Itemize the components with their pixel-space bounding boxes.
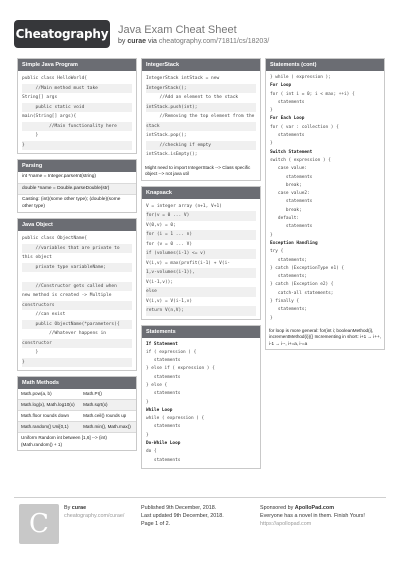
parsing-row: Casting: (int)(some other type); (double)(some other type) <box>22 197 121 209</box>
code-line: for (i = 1 ... n) <box>146 230 256 240</box>
section-title: Statements <box>142 326 260 338</box>
code-line: } <box>22 358 132 368</box>
table-row <box>18 411 136 422</box>
table-cell: Math.sqrt(x) <box>80 400 136 411</box>
byline-author-link[interactable]: curae <box>127 38 147 45</box>
code-line: public class ObjectName{ <box>22 236 88 241</box>
parsing-row: double *name = Double.parseDouble(str) <box>18 184 136 196</box>
section-knapsack <box>141 186 261 320</box>
code-line: //can exist <box>22 312 66 317</box>
code-line: IntegerStack(); <box>146 84 256 94</box>
code-line: } else if ( expression ) { <box>146 366 215 372</box>
code-line: public class HelloWorld{ <box>22 76 88 81</box>
avatar-letter: C <box>29 509 49 539</box>
code-line: } <box>270 108 273 114</box>
code-line: public ObjectName(*parameters){ <box>22 320 132 330</box>
code-line: catch-all statements; <box>270 290 334 296</box>
code-line: try { <box>270 249 284 255</box>
code-line: intStack.push(int); <box>146 103 256 113</box>
code-line: } catch (Exception e2) { <box>270 282 334 288</box>
code-line: //Add an element to the stack <box>146 95 239 100</box>
table-cell: Math.pow(a, b) <box>18 389 80 400</box>
statements-note: for loop is more general: for(int i; booleanMethod(i), incrementMethod(i)){} Incrementing in short: i+1 → i++, i-1 → i--, i+=a, i-=a <box>269 327 381 346</box>
table-cell: Math.log(x), Math.log10(x) <box>18 400 80 411</box>
code-line: do { <box>146 449 157 455</box>
code-line: default: <box>270 216 300 222</box>
sponsor-url[interactable]: https://apollopad.com <box>260 521 312 527</box>
code-line: if (volumes(i-1) <= v) <box>146 249 256 259</box>
footer-author-url[interactable]: cheatography.com/curae/ <box>64 513 125 519</box>
code-line: break; <box>270 182 302 188</box>
code-line: //Main functionality here <box>22 122 132 132</box>
code-line: } <box>146 432 149 438</box>
code-line: for (v = 0 ... V) <box>146 241 193 247</box>
code-line: while ( expression ) { <box>146 416 205 422</box>
code-line: } <box>22 141 132 151</box>
cheatography-logo[interactable] <box>14 20 110 48</box>
statement-heading: While Loop <box>146 407 173 413</box>
code-line: statements <box>146 457 181 463</box>
code-line <box>22 272 132 282</box>
section-title: Parsing <box>18 160 136 172</box>
code-line: else <box>146 287 256 297</box>
integer-stack-note: Might need to import IntegerStack --> Class specific object --> not java util <box>145 164 251 176</box>
math-methods-table <box>18 389 136 433</box>
footer-author <box>64 504 124 520</box>
code-block <box>142 71 260 163</box>
code-line: //Main method must take <box>22 84 132 94</box>
code-line: } <box>270 315 273 321</box>
code-block <box>18 71 136 153</box>
section-title: IntegerStack <box>142 59 260 71</box>
code-line: } <box>146 399 149 405</box>
code-line: statements; <box>270 257 308 263</box>
code-line: intStack.pop(); <box>146 133 187 138</box>
code-line: } catch (ExceptionType e1) { <box>270 265 345 271</box>
section-title: Knapsack <box>142 187 260 199</box>
table-cell: Math.min(), Math.max() <box>80 422 136 433</box>
code-line: stack <box>146 122 256 132</box>
code-line: //Constructor gets called when <box>22 282 132 292</box>
code-line: V = integer array (n+1, V+1) <box>146 203 222 209</box>
code-line: main(String[] args){ <box>22 114 77 119</box>
code-line: statements <box>146 391 181 397</box>
section-title: Math Methods <box>18 377 136 389</box>
section-title: Simple Java Program <box>18 59 136 71</box>
byline-via: via <box>148 38 157 45</box>
section-title: Java Object <box>18 219 136 231</box>
code-line: statements <box>270 199 313 205</box>
code-line: for ( var : collection ) { <box>270 124 339 130</box>
footer-author-link[interactable]: curae <box>71 505 87 511</box>
by-label: By <box>64 505 71 511</box>
byline-url-link[interactable]: cheatography.com/71811/cs/18203/ <box>158 38 270 45</box>
code-line: statements; <box>270 274 308 280</box>
footer-dates <box>141 504 224 528</box>
code-line: break; <box>270 207 302 213</box>
footer-sponsor <box>260 504 365 528</box>
section-java-object <box>17 218 137 371</box>
page-title: Java Exam Cheat Sheet <box>118 24 237 36</box>
code-line: } <box>270 141 273 147</box>
code-line: } else { <box>146 382 168 388</box>
code-line: V(0,v) = 0; <box>146 222 176 228</box>
author-avatar[interactable] <box>19 504 59 544</box>
code-line: statements <box>270 174 313 180</box>
code-line: V(i,v) = V(i-1,v) <box>146 298 193 304</box>
code-line: //variables that are private to <box>22 244 132 254</box>
section-simple-java-program <box>17 58 137 154</box>
code-line: statements <box>270 133 305 139</box>
statement-heading: Switch Statement <box>270 149 313 155</box>
column-1 <box>17 58 137 456</box>
table-cell: Math.random() Uni[0,1) <box>18 422 80 433</box>
code-line: } finally { <box>270 299 300 305</box>
code-line: String[] args <box>22 95 58 100</box>
code-line: private type variableName; <box>22 263 132 273</box>
code-line: IntegerStack intStack = new <box>146 76 220 81</box>
code-line: public static void <box>22 103 132 113</box>
statement-heading: Exception Handling <box>270 240 318 246</box>
code-line: } <box>22 350 39 355</box>
sponsor-prefix: Sponsored by <box>260 505 294 511</box>
code-line: } <box>22 133 39 138</box>
code-line: } while ( expression ); <box>270 75 331 80</box>
code-line: for ( int i = 0; i < max; ++i) { <box>270 91 355 97</box>
statement-heading: If Statement <box>146 341 178 347</box>
section-integer-stack <box>141 58 261 181</box>
code-line: //Removing the top element from the <box>146 114 255 119</box>
statement-heading: For Each Loop <box>270 116 305 122</box>
code-line: statements <box>146 358 181 364</box>
table-row <box>18 400 136 411</box>
code-line: statements <box>270 99 305 105</box>
section-parsing <box>17 159 137 213</box>
code-line: constructors <box>22 301 132 311</box>
sponsor-text: Everyone has a novel in them. Finish Yours! <box>260 513 365 519</box>
code-line: this object <box>22 255 52 260</box>
sponsor-link[interactable]: ApolloPad.com <box>294 505 335 511</box>
table-cell: Math.floor rounds down <box>18 411 80 422</box>
code-block <box>18 231 136 370</box>
code-block <box>142 199 260 319</box>
code-line: case value: <box>270 166 308 172</box>
section-statements <box>141 325 261 469</box>
table-cell: Math.PI() <box>80 389 136 400</box>
code-block <box>142 338 260 468</box>
page-number: Page 1 of 2. <box>141 521 171 527</box>
code-line: V(i-1,v)); <box>146 279 174 285</box>
code-line: switch ( expression ) { <box>270 157 331 163</box>
published-date: Published 9th December, 2018. <box>141 505 217 511</box>
code-line: statements <box>270 224 313 230</box>
code-line: //checking if empty <box>146 141 256 151</box>
statement-heading: For Loop <box>270 83 292 89</box>
byline-prefix: by <box>118 38 126 45</box>
section-statements-cont <box>265 58 385 350</box>
code-line: intStack.isEmpty(); <box>146 152 198 157</box>
math-note: Uniform Random int between [1,6] --> (int)(Math.random() + 1) <box>21 435 107 447</box>
header <box>0 0 400 62</box>
code-line: case value2: <box>270 191 310 197</box>
code-line: return V(n,V); <box>146 306 256 316</box>
statement-heading: Do-While Loop <box>146 441 181 447</box>
parsing-row: int *name = Integer.parseInt(string) <box>18 172 136 184</box>
code-line: statements; <box>270 307 308 313</box>
table-row <box>18 389 136 400</box>
section-title: Statements (cont) <box>266 59 384 71</box>
code-line: V(i,v) = max(profit(i-1) + V(i- <box>146 260 230 266</box>
code-line: new method is created -> Multiple <box>22 293 112 298</box>
code-line: //Whatever happens in <box>22 331 106 336</box>
code-line: } <box>270 232 273 238</box>
column-2 <box>141 58 261 474</box>
code-line: constructor <box>22 339 132 349</box>
code-line: if ( expression ) { <box>146 349 197 355</box>
code-line: statements <box>146 424 181 430</box>
code-line: for(v = 0 ... V) <box>146 211 256 221</box>
table-row <box>18 422 136 433</box>
code-line: statements <box>146 374 181 380</box>
table-cell: Math.ceil() rounds up <box>80 411 136 422</box>
logo-text: Cheatography <box>15 27 109 41</box>
code-block <box>266 71 384 326</box>
footer <box>14 497 386 557</box>
byline <box>118 38 269 45</box>
column-3 <box>265 58 385 355</box>
code-line: 1,v-volumes(i-1)), <box>146 268 256 278</box>
updated-date: Last updated 9th December, 2018. <box>141 513 224 519</box>
section-math-methods <box>17 376 137 451</box>
